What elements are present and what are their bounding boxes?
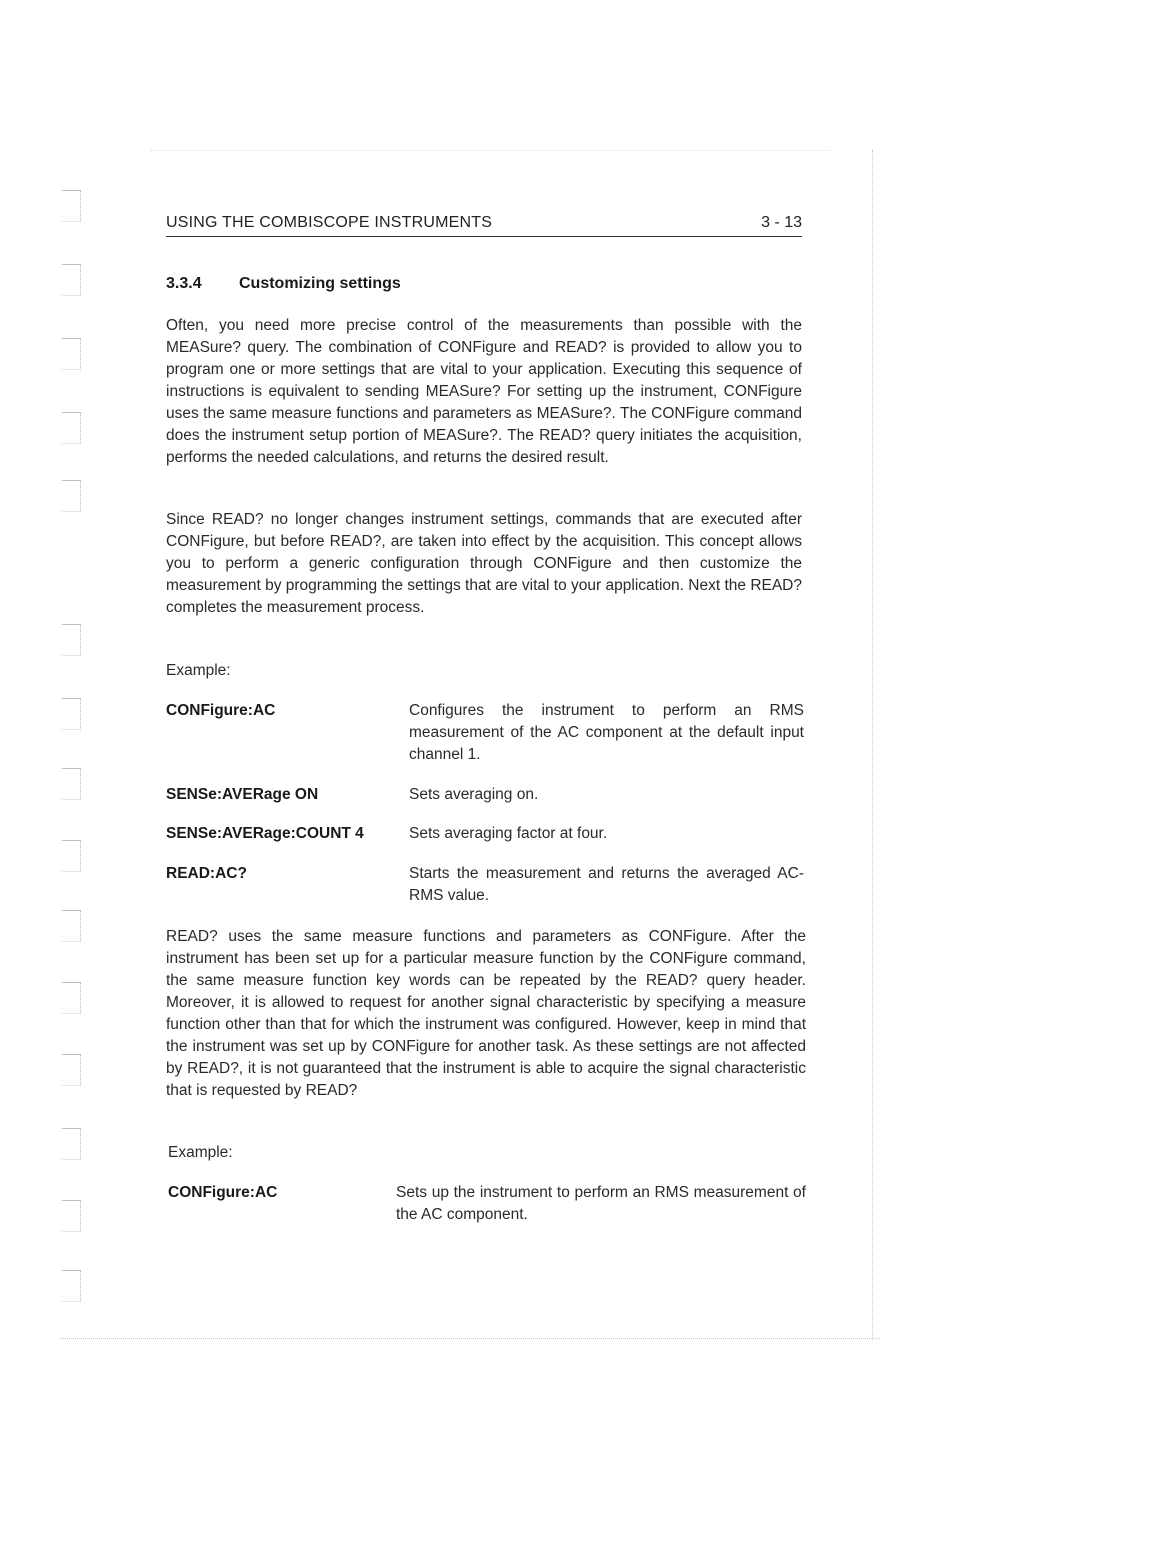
binder-mark	[62, 910, 81, 942]
section-number: 3.3.4	[166, 275, 202, 292]
command-description: Starts the measurement and returns the averaged AC-RMS value.	[409, 865, 804, 904]
paragraph-intro: Often, you need more precise control of the measurements than possible with the MEASure? query. The combination of CONFigure and READ? is provided to allow you to program one or more settings that are vital to your application. Executing this sequence of instructions is equivalent to sending MEASure? For setting up the instrument, CONFigure uses the same measure functions and parameters as MEASure?. The CONFigure command does the instrument setup portion of MEASure?. The READ? query initiates the acquisition, performs the needed calculations, and returns the desired result.	[166, 317, 802, 466]
command-description: Sets averaging factor at four.	[409, 825, 608, 842]
chapter-title: USING THE COMBISCOPE INSTRUMENTS	[166, 214, 493, 231]
binder-mark	[62, 1270, 81, 1302]
command-configure-ac: CONFigure:AC	[166, 702, 276, 719]
binder-mark	[62, 412, 81, 444]
paragraph-read-concept: Since READ? no longer changes instrument settings, commands that are executed after CONFigure, but before READ?, are taken into effect by the acquisition. This concept allows you to perform a generic configuration through CONFigure and then customize the measurement by programming the settings that are vital to your application. Next the READ? completes the measurement process.	[166, 511, 802, 616]
binder-mark	[62, 768, 81, 800]
scan-bottom-edge	[60, 1338, 880, 1339]
binder-mark	[62, 840, 81, 872]
binder-mark	[62, 338, 81, 370]
scan-speckle-line	[150, 150, 830, 151]
command-configure-ac: CONFigure:AC	[168, 1184, 278, 1201]
command-sense-average-on: SENSe:AVERage ON	[166, 786, 319, 803]
command-sense-average-count: SENSe:AVERage:COUNT 4	[166, 825, 364, 842]
binder-mark	[62, 624, 81, 656]
binder-mark	[62, 480, 81, 512]
binder-mark	[62, 982, 81, 1014]
command-read-ac: READ:AC?	[166, 865, 247, 882]
binder-mark	[62, 698, 81, 730]
binder-mark	[62, 190, 81, 222]
section-title: Customizing settings	[239, 275, 401, 292]
command-description: Configures the instrument to perform an RMS measurement of the AC component at the default input channel 1.	[409, 702, 804, 763]
page-number: 3 - 13	[761, 214, 802, 231]
binder-hole-marks	[58, 190, 88, 1310]
binder-mark	[62, 1200, 81, 1232]
scan-right-edge	[872, 150, 873, 1340]
paragraph-read-usage: READ? uses the same measure functions and parameters as CONFigure. After the instrument has been set up for a particular measure function by the CONFigure command, the same measure function key words can be repeated by the READ? query header. Moreover, it is allowed to request for another signal characteristic by specifying a measure function other than that for which the instrument was configured. However, keep in mind that the instrument was set up by CONFigure for another task. As these settings are not affected by READ?, it is not guaranteed that the instrument is able to acquire the signal characteristic that is requested by READ?	[166, 928, 806, 1099]
command-description: Sets up the instrument to perform an RMS measurement of the AC component.	[396, 1184, 806, 1223]
binder-mark	[62, 264, 81, 296]
command-description: Sets averaging on.	[409, 786, 539, 803]
example-label: Example:	[168, 1144, 233, 1161]
section-heading	[166, 273, 401, 295]
binder-mark	[62, 1054, 81, 1086]
example-label: Example:	[166, 662, 231, 679]
running-header	[166, 212, 802, 237]
binder-mark	[62, 1128, 81, 1160]
